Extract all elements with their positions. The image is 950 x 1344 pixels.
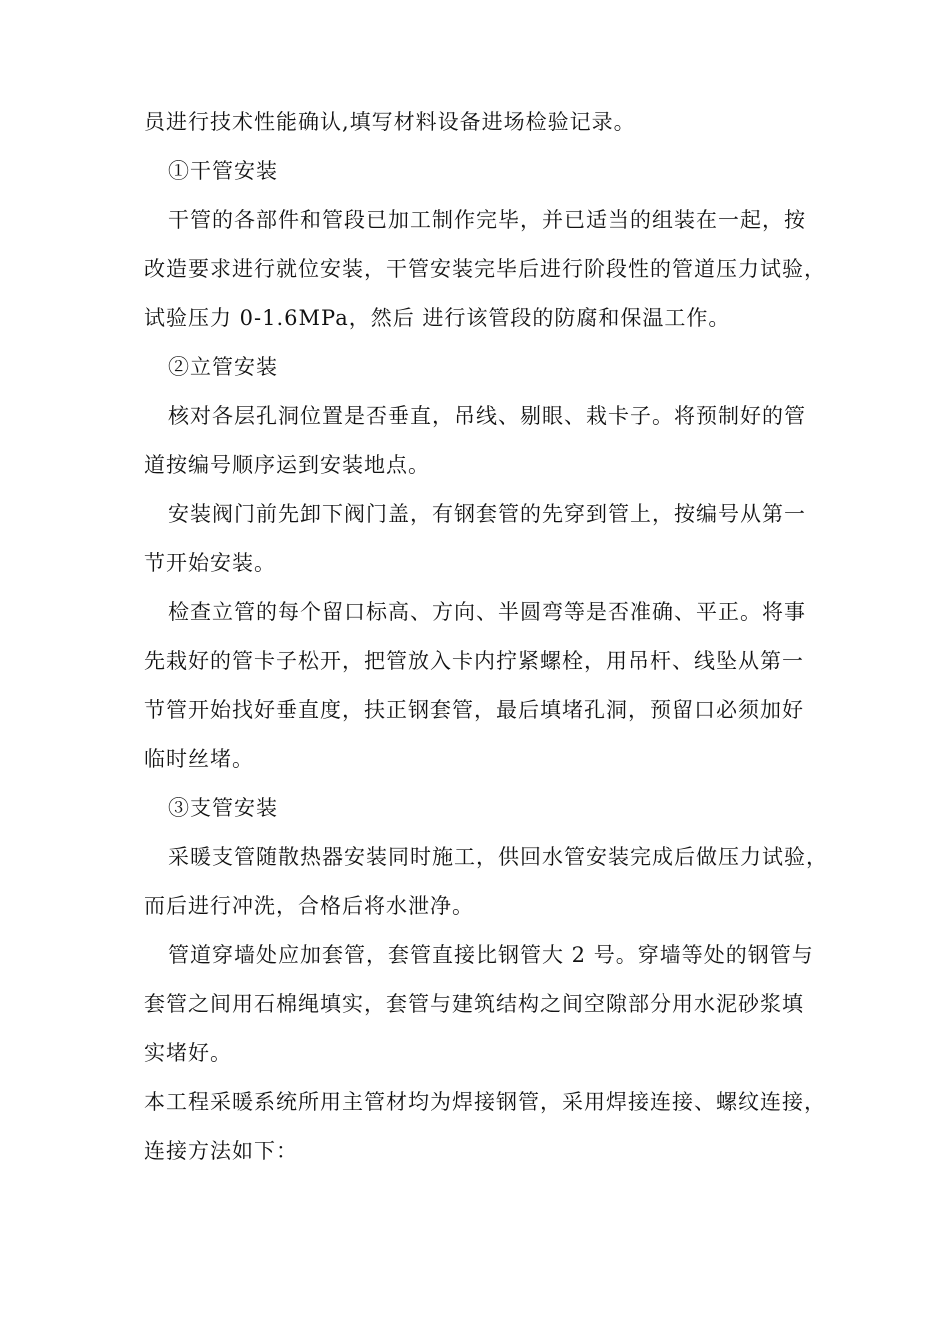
text-line: 管道穿墙处应加套管，套管直接比钢管大 2 号。穿墙等处的钢管与 bbox=[168, 943, 814, 967]
text-line: 节开始安装。 bbox=[144, 551, 276, 575]
text-line: 道按编号顺序运到安装地点。 bbox=[144, 453, 430, 477]
text-line: 核对各层孔洞位置是否垂直，吊线、剔眼、栽卡子。将预制好的管 bbox=[168, 404, 806, 428]
text-line: 临时丝堵。 bbox=[144, 747, 254, 771]
text-line: 检查立管的每个留口标高、方向、半圆弯等是否准确、平正。将事 bbox=[168, 600, 806, 624]
text-line: 试验压力 0-1.6MPa，然后 进行该管段的防腐和保温工作。 bbox=[144, 306, 731, 330]
text-line: 员进行技术性能确认,填写材料设备进场检验记录。 bbox=[144, 110, 636, 134]
text-line: 干管的各部件和管段已加工制作完毕，并已适当的组装在一起，按 bbox=[168, 208, 806, 232]
section-heading: ①干管安装 bbox=[168, 159, 278, 183]
text-line: 实堵好。 bbox=[144, 1041, 232, 1065]
section-heading: ②立管安装 bbox=[168, 355, 278, 379]
text-line: 采暖支管随散热器安装同时施工，供回水管安装完成后做压力试验， bbox=[168, 845, 828, 869]
text-line: 节管开始找好垂直度，扶正钢套管，最后填堵孔洞，预留口必须加好 bbox=[144, 698, 804, 722]
text-line: 连接方法如下： bbox=[144, 1139, 298, 1163]
text-line: 套管之间用石棉绳填实，套管与建筑结构之间空隙部分用水泥砂浆填 bbox=[144, 992, 804, 1016]
text-line: 而后进行冲洗，合格后将水泄净。 bbox=[144, 894, 474, 918]
text-line: 改造要求进行就位安装，干管安装完毕后进行阶段性的管道压力试验， bbox=[144, 257, 826, 281]
text-line: 安装阀门前先卸下阀门盖，有钢套管的先穿到管上，按编号从第一 bbox=[168, 502, 806, 526]
text-line: 本工程采暖系统所用主管材均为焊接钢管，采用焊接连接、螺纹连接， bbox=[144, 1090, 826, 1114]
document-body bbox=[144, 98, 828, 1176]
section-heading: ③支管安装 bbox=[168, 796, 278, 820]
text-line: 先栽好的管卡子松开，把管放入卡内拧紧螺栓，用吊杆、线坠从第一 bbox=[144, 649, 804, 673]
